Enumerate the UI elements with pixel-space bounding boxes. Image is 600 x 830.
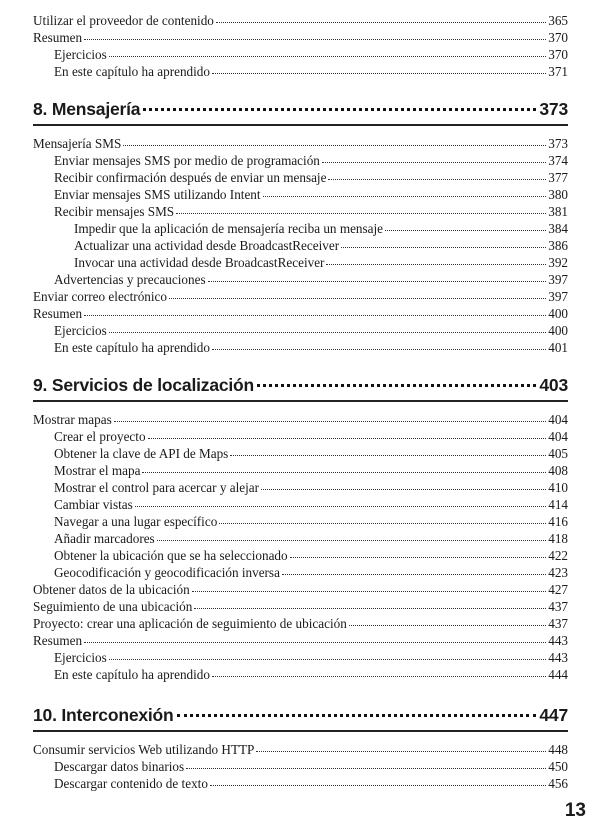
entry-page: 365 xyxy=(548,13,568,28)
toc-entry xyxy=(33,237,568,254)
entry-title: Mostrar mapas xyxy=(33,412,112,427)
dot-leader xyxy=(349,624,546,626)
dot-leader xyxy=(135,505,546,507)
toc-entry xyxy=(33,462,568,479)
dot-leader xyxy=(257,384,536,387)
entry-page: 450 xyxy=(548,759,568,774)
toc-entry xyxy=(33,666,568,683)
entry-page: 437 xyxy=(548,616,568,631)
chapter-page: 373 xyxy=(539,99,568,119)
toc-entry xyxy=(33,564,568,581)
toc-entry xyxy=(33,254,568,271)
entry-page: 380 xyxy=(548,187,568,202)
entry-page: 374 xyxy=(548,153,568,168)
dot-leader xyxy=(192,590,546,592)
entry-title: Resumen xyxy=(33,30,83,45)
toc-entry xyxy=(33,169,568,186)
entry-title: Recibir mensajes SMS xyxy=(54,204,175,219)
dot-leader xyxy=(256,750,546,752)
dot-leader xyxy=(142,471,546,473)
entry-title: En este capítulo ha aprendido xyxy=(54,340,210,355)
entry-page: 423 xyxy=(548,565,568,580)
entry-page: 405 xyxy=(548,446,568,461)
entry-title: Invocar una actividad desde BroadcastReceiver xyxy=(74,255,325,270)
chapter-heading xyxy=(33,373,568,397)
toc-section xyxy=(33,135,568,356)
toc-entry xyxy=(33,496,568,513)
dot-leader xyxy=(177,714,537,717)
entry-page: 377 xyxy=(548,170,568,185)
entry-title: Obtener datos de la ubicación xyxy=(33,582,190,597)
entry-title: Crear el proyecto xyxy=(54,429,146,444)
toc-entry xyxy=(33,29,568,46)
entry-page: 370 xyxy=(548,47,568,62)
entry-page: 422 xyxy=(548,548,568,563)
entry-title: Mostrar el control para acercar y alejar xyxy=(54,480,260,495)
entry-title: Descargar datos binarios xyxy=(54,759,185,774)
entry-page: 427 xyxy=(548,582,568,597)
entry-page: 408 xyxy=(548,463,568,478)
entry-title: Consumir servicios Web utilizando HTTP xyxy=(33,742,255,757)
toc-entry xyxy=(33,741,568,758)
entry-title: Seguimiento de una ubicación xyxy=(33,599,193,614)
entry-page: 392 xyxy=(548,255,568,270)
entry-title: Impedir que la aplicación de mensajería reciba un mensaje xyxy=(74,221,384,236)
toc-entry xyxy=(33,581,568,598)
entry-page: 404 xyxy=(548,412,568,427)
entry-title: Resumen xyxy=(33,633,83,648)
dot-leader xyxy=(169,297,546,299)
page-number: 13 xyxy=(564,800,586,821)
toc-entry xyxy=(33,322,568,339)
entry-page: 371 xyxy=(548,64,568,79)
toc-entry xyxy=(33,513,568,530)
entry-title: Advertencias y precauciones xyxy=(54,272,206,287)
dot-leader xyxy=(263,195,547,197)
toc-entry xyxy=(33,445,568,462)
entry-title: Recibir confirmación después de enviar un mensaje xyxy=(54,170,327,185)
toc-entry xyxy=(33,305,568,322)
toc-entry xyxy=(33,598,568,615)
entry-page: 397 xyxy=(548,272,568,287)
entry-page: 400 xyxy=(548,323,568,338)
entry-title: Ejercicios xyxy=(54,47,107,62)
chapter-rule xyxy=(33,730,568,732)
dot-leader xyxy=(219,522,546,524)
entry-page: 456 xyxy=(548,776,568,791)
entry-title: Geocodificación y geocodificación inversa xyxy=(54,565,280,580)
dot-leader xyxy=(385,229,546,231)
entry-page: 418 xyxy=(548,531,568,546)
entry-page: 370 xyxy=(548,30,568,45)
entry-title: Cambiar vistas xyxy=(54,497,133,512)
toc-entry xyxy=(33,203,568,220)
entry-title: Descargar contenido de texto xyxy=(54,776,208,791)
toc-section xyxy=(33,741,568,792)
dot-leader xyxy=(157,539,547,541)
dot-leader xyxy=(114,420,546,422)
entry-page: 448 xyxy=(548,742,568,757)
entry-page: 414 xyxy=(548,497,568,512)
toc-entry xyxy=(33,758,568,775)
entry-page: 416 xyxy=(548,514,568,529)
entry-title: Navegar a una lugar específico xyxy=(54,514,218,529)
toc-entry xyxy=(33,186,568,203)
entry-page: 386 xyxy=(548,238,568,253)
toc-entry xyxy=(33,339,568,356)
entry-title: Actualizar una actividad desde BroadcastReceiver xyxy=(74,238,340,253)
dot-leader xyxy=(230,454,546,456)
dot-leader xyxy=(328,178,546,180)
entry-title: En este capítulo ha aprendido xyxy=(54,64,210,79)
entry-page: 410 xyxy=(548,480,568,495)
toc-entry xyxy=(33,649,568,666)
entry-title: Enviar correo electrónico xyxy=(33,289,167,304)
entry-page: 404 xyxy=(548,429,568,444)
entry-page: 397 xyxy=(548,289,568,304)
toc-entry xyxy=(33,271,568,288)
toc-entry xyxy=(33,615,568,632)
chapter-title: 9. Servicios de localización xyxy=(33,375,255,395)
chapter-title: 8. Mensajería xyxy=(33,99,141,119)
toc-entry xyxy=(33,428,568,445)
dot-leader xyxy=(194,607,546,609)
chapter-heading xyxy=(33,97,568,121)
dot-leader xyxy=(210,784,546,786)
entry-title: Resumen xyxy=(33,306,83,321)
dot-leader xyxy=(212,675,546,677)
toc-entry xyxy=(33,12,568,29)
toc-entry xyxy=(33,632,568,649)
table-of-contents xyxy=(33,12,568,792)
dot-leader xyxy=(212,72,546,74)
entry-page: 381 xyxy=(548,204,568,219)
chapter-page: 447 xyxy=(539,705,568,725)
dot-leader xyxy=(208,280,547,282)
toc-entry xyxy=(33,547,568,564)
chapter-title: 10. Interconexión xyxy=(33,705,174,725)
dot-leader xyxy=(84,314,546,316)
entry-title: Mostrar el mapa xyxy=(54,463,141,478)
dot-leader xyxy=(176,212,546,214)
dot-leader xyxy=(84,641,546,643)
dot-leader xyxy=(84,38,546,40)
entry-page: 373 xyxy=(548,136,568,151)
dot-leader xyxy=(143,108,536,111)
dot-leader xyxy=(322,161,546,163)
dot-leader xyxy=(261,488,546,490)
entry-title: Proyecto: crear una aplicación de seguimiento de ubicación xyxy=(33,616,347,631)
dot-leader xyxy=(148,437,547,439)
toc-entry xyxy=(33,220,568,237)
dot-leader xyxy=(290,556,547,558)
toc-entry xyxy=(33,479,568,496)
entry-title: Enviar mensajes SMS por medio de programación xyxy=(54,153,320,168)
dot-leader xyxy=(326,263,546,265)
chapter-rule xyxy=(33,400,568,402)
toc-entry xyxy=(33,152,568,169)
entry-page: 443 xyxy=(548,650,568,665)
entry-title: Añadir marcadores xyxy=(54,531,155,546)
toc-entry xyxy=(33,63,568,80)
dot-leader xyxy=(341,246,546,248)
entry-title: Utilizar el proveedor de contenido xyxy=(33,13,214,28)
toc-section xyxy=(33,12,568,80)
dot-leader xyxy=(123,144,546,146)
toc-entry xyxy=(33,775,568,792)
entry-title: Mensajería SMS xyxy=(33,136,122,151)
entry-page: 384 xyxy=(548,221,568,236)
dot-leader xyxy=(109,331,546,333)
entry-page: 437 xyxy=(548,599,568,614)
toc-entry xyxy=(33,288,568,305)
chapter-heading xyxy=(33,703,568,727)
dot-leader xyxy=(109,55,546,57)
toc-entry xyxy=(33,135,568,152)
dot-leader xyxy=(109,658,546,660)
entry-title: Obtener la ubicación que se ha seleccionado xyxy=(54,548,288,563)
entry-page: 401 xyxy=(548,340,568,355)
dot-leader xyxy=(212,348,546,350)
toc-entry xyxy=(33,411,568,428)
dot-leader xyxy=(282,573,546,575)
chapter-rule xyxy=(33,124,568,126)
entry-page: 400 xyxy=(548,306,568,321)
entry-title: Ejercicios xyxy=(54,323,107,338)
entry-page: 443 xyxy=(548,633,568,648)
toc-section xyxy=(33,411,568,683)
dot-leader xyxy=(186,767,546,769)
entry-title: Ejercicios xyxy=(54,650,107,665)
dot-leader xyxy=(216,21,546,23)
entry-title: Obtener la clave de API de Maps xyxy=(54,446,229,461)
toc-entry xyxy=(33,46,568,63)
entry-title: En este capítulo ha aprendido xyxy=(54,667,210,682)
toc-entry xyxy=(33,530,568,547)
entry-page: 444 xyxy=(548,667,568,682)
entry-title: Enviar mensajes SMS utilizando Intent xyxy=(54,187,261,202)
chapter-page: 403 xyxy=(539,375,568,395)
